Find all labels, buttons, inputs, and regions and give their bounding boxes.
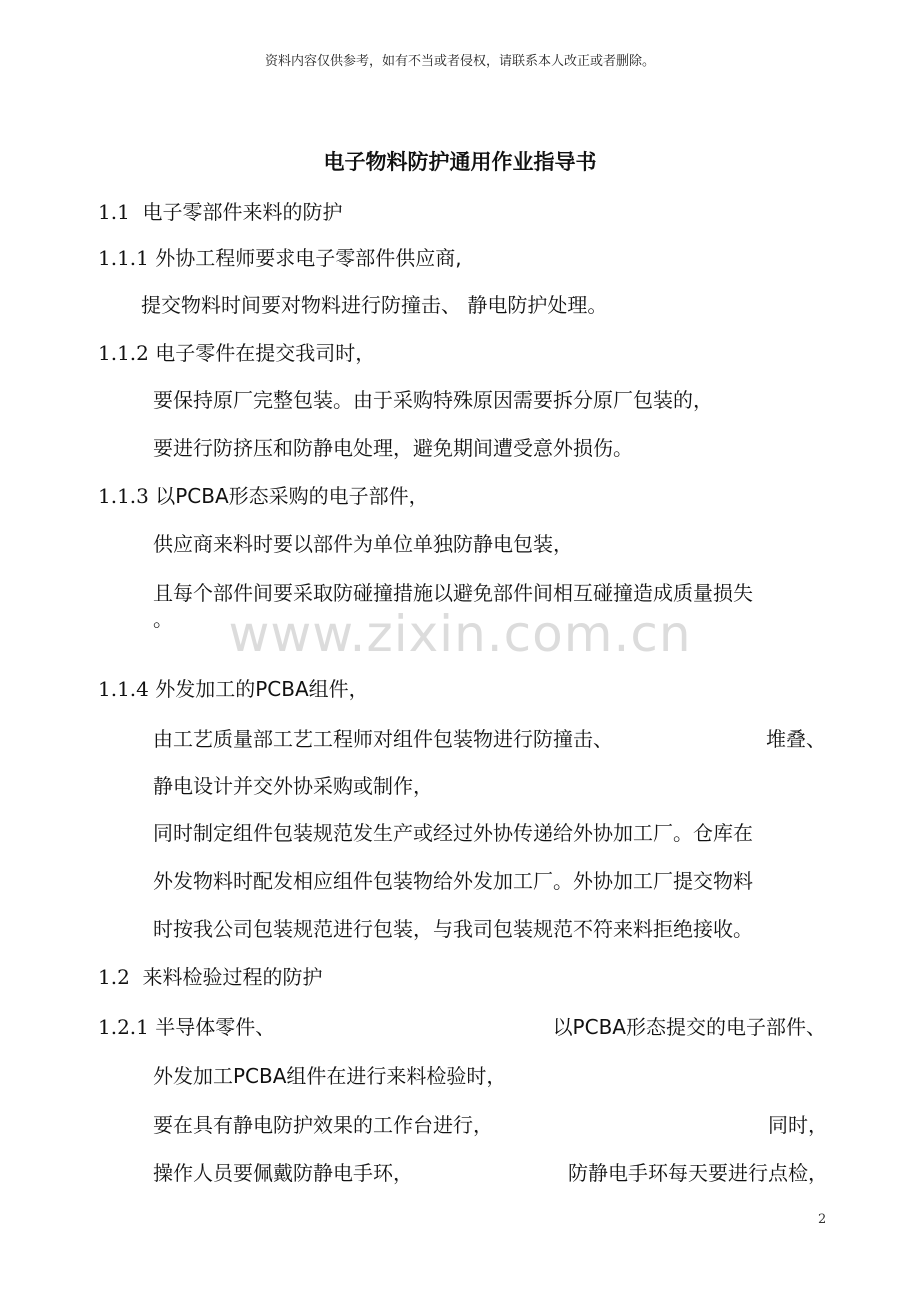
clause-number: 1.1.4 [98,677,149,701]
paragraph-line: 供应商来料时要以部件为单位单独防静电包装， [153,532,573,556]
paragraph-line: 时按我公司包装规范进行包装，与我司包装规范不符来料拒绝接收。 [153,917,753,941]
paragraph-line: 外发加工PCBA组件在进行来料检验时， [153,1064,507,1088]
section-text: 电子零部件来料的防护 [142,200,343,224]
paragraph-line: 由工艺质量部工艺工程师对组件包装物进行防撞击、 [153,727,613,751]
clause-number: 1.2.1 [98,1015,149,1039]
clause-text: 外发加工的PCBA组件， [155,677,369,701]
section-number: 1.2 [98,965,130,989]
clause-1-2-1 [98,1012,275,1042]
paragraph-line: 要保持原厂完整包装。由于采购特殊原因需要拆分原厂包装的， [153,388,713,412]
paragraph-line-right: 同时， [768,1113,828,1137]
paragraph-line: 要在具有静电防护效果的工作台进行， [153,1113,493,1137]
paragraph-line: 。 [153,607,173,631]
clause-1-1-1 [98,243,462,273]
clause-1-1-4 [98,674,369,704]
paragraph-line: 操作人员要佩戴防静电手环， [153,1161,413,1185]
paragraph-line-right: 以PCBA形态提交的电子部件、 [552,1015,826,1039]
paragraph-line-right: 堆叠、 [766,727,826,751]
document-title: 电子物料防护通用作业指导书 [323,150,597,174]
clause-text: 半导体零件、 [155,1015,276,1039]
paragraph-line: 外发物料时配发相应组件包装物给外发加工厂。外协加工厂提交物料 [153,869,753,893]
paragraph-line: 且每个部件间要采取防碰撞措施以避免部件间相互碰撞造成质量损失 [153,581,753,605]
clause-number: 1.1.1 [98,246,149,270]
clause-text: 以PCBA形态采购的电子部件， [155,484,429,508]
clause-1-1-2 [98,338,375,368]
clause-text: 外协工程师要求电子零部件供应商, [155,246,462,270]
clause-1-1-3 [98,481,429,511]
clause-text: 电子零件在提交我司时， [155,341,376,365]
paragraph-line: 静电设计并交外协采购或制作， [153,774,433,798]
section-text: 来料检验过程的防护 [142,965,323,989]
clause-number: 1.1.2 [98,341,149,365]
watermark: www.zixin.com.cn [228,605,692,663]
section-heading-1-1 [98,197,343,227]
paragraph-line-right: 防静电手环每天要进行点检， [568,1161,828,1185]
paragraph-line: 要进行防挤压和防静电处理，避免期间遭受意外损伤。 [153,436,633,460]
clause-number: 1.1.3 [98,484,149,508]
paragraph-line: 同时制定组件包装规范发生产或经过外协传递给外协加工厂。仓库在 [153,821,753,845]
paragraph-line: 提交物料时间要对物料进行防撞击、 静电防护处理。 [141,293,608,317]
section-number: 1.1 [98,200,130,224]
page-header-disclaimer: 资料内容仅供参考，如有不当或者侵权，请联系本人改正或者删除。 [264,54,655,69]
section-heading-1-2 [98,962,323,992]
page-number: 2 [818,1212,827,1227]
